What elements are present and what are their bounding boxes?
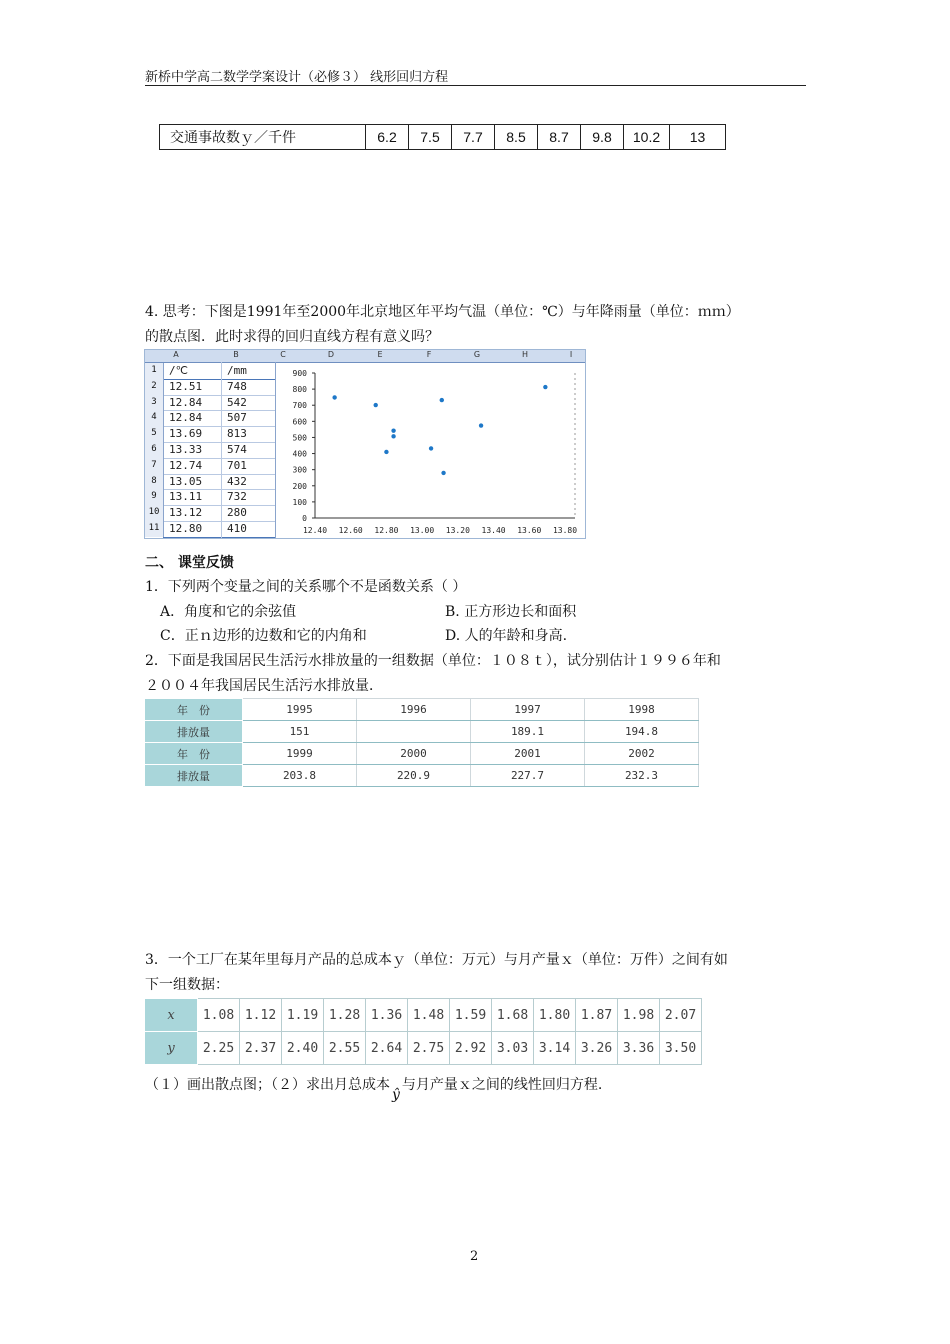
- x-tick-label: 13.60: [517, 526, 542, 535]
- rainfall-cell: /mm: [227, 364, 247, 377]
- table-cell: 1995: [243, 699, 357, 721]
- y-value-cell: 2.64: [366, 1032, 408, 1065]
- table-row: [145, 721, 699, 743]
- rainfall-cell: 280: [227, 506, 247, 520]
- x-value-cell: 1.08: [198, 999, 240, 1032]
- y-tick-label: 500: [292, 433, 307, 443]
- scatter-plot: [275, 363, 583, 535]
- y-tick-label: 700: [292, 401, 307, 411]
- y-value-cell: 2.92: [450, 1032, 492, 1065]
- x-value-cell: 1.19: [282, 999, 324, 1032]
- rainfall-cell: 732: [227, 490, 247, 504]
- data-point: [543, 385, 547, 389]
- x-tick-label: 13.20: [445, 526, 470, 535]
- spreadsheet-figure: [144, 349, 586, 539]
- accident-cell: 8.7: [538, 125, 581, 150]
- data-point: [440, 398, 444, 402]
- y-tick-label: 800: [292, 385, 307, 395]
- table-cell: 203.8: [243, 765, 357, 787]
- q4-line1: 4. 思考：下图是1991年至2000年北京地区年平均气温（单位：℃）与年降雨量（单位：ｍｍ）: [145, 304, 740, 320]
- pollution-table: [144, 698, 699, 787]
- row-header: 排放量: [145, 721, 243, 743]
- q1-option-b: B. 正方形边长和面积: [445, 604, 577, 620]
- data-point: [374, 403, 378, 407]
- y-value-cell: 2.37: [240, 1032, 282, 1065]
- x-tick-label: 13.40: [481, 526, 506, 535]
- x-value-cell: 1.68: [492, 999, 534, 1032]
- temperature-cell: 13.12: [169, 506, 203, 520]
- col-header: C: [280, 350, 286, 359]
- col-header: I: [569, 350, 573, 359]
- accident-cell: 7.7: [452, 125, 495, 150]
- row-divider: [145, 489, 275, 490]
- q1-stem: 1．下列两个变量之间的关系哪个不是函数关系（ ）: [145, 579, 467, 595]
- rainfall-cell: 542: [227, 395, 247, 409]
- accident-table: [159, 124, 726, 150]
- accident-cell: 6.2: [366, 125, 409, 150]
- rainfall-cell: 813: [227, 427, 247, 441]
- x-tick-label: 13.80: [552, 526, 578, 535]
- row-number: 1: [145, 363, 164, 379]
- row-header: y: [145, 1032, 198, 1065]
- q3-task: [145, 1073, 807, 1103]
- accident-label: 交通事故数ｙ／千件: [160, 125, 366, 150]
- table-cell: 2002: [585, 743, 699, 765]
- temperature-cell: 13.11: [169, 490, 203, 504]
- row-number: 11: [145, 521, 164, 537]
- table-row: [145, 743, 699, 765]
- y-value-cell: 2.25: [198, 1032, 240, 1065]
- row-header: 年 份: [145, 699, 243, 721]
- rainfall-cell: 701: [227, 458, 247, 472]
- row-number: 4: [145, 410, 164, 426]
- x-value-cell: 1.87: [576, 999, 618, 1032]
- q3-line2: 下一组数据：: [145, 977, 229, 993]
- table-cell: 194.8: [585, 721, 699, 743]
- temperature-cell: /℃: [169, 364, 188, 377]
- row-divider: [145, 505, 275, 506]
- temperature-cell: 13.05: [169, 474, 203, 488]
- y-value-cell: 3.03: [492, 1032, 534, 1065]
- accident-cell: 13: [670, 125, 726, 150]
- row-header: 年 份: [145, 743, 243, 765]
- y-value-cell: 3.14: [534, 1032, 576, 1065]
- accident-cell: 9.8: [581, 125, 624, 150]
- col-header: A: [173, 350, 179, 359]
- y-hat-symbol: ŷ: [392, 1087, 400, 1103]
- temperature-cell: 12.84: [169, 395, 203, 409]
- row-divider: [163, 537, 275, 538]
- x-value-cell: 1.80: [534, 999, 576, 1032]
- data-point: [479, 423, 483, 427]
- y-value-cell: 3.50: [660, 1032, 702, 1065]
- x-value-cell: 1.12: [240, 999, 282, 1032]
- temperature-cell: 13.69: [169, 427, 203, 441]
- row-number: 8: [145, 474, 164, 490]
- temperature-cell: 12.51: [169, 379, 203, 393]
- table-cell: 232.3: [585, 765, 699, 787]
- data-point: [332, 395, 336, 399]
- q3-task-part1: （１）画出散点图；（２）求出月总成本: [145, 1077, 390, 1093]
- page-number: 2: [470, 1249, 479, 1264]
- row-number: 6: [145, 442, 164, 458]
- table-cell: 2001: [471, 743, 585, 765]
- x-value-cell: 1.36: [366, 999, 408, 1032]
- y-tick-label: 0: [302, 514, 307, 523]
- x-tick-label: 12.40: [302, 526, 328, 535]
- data-point: [391, 434, 395, 438]
- table-cell: 151: [243, 721, 357, 743]
- row-number: 5: [145, 426, 164, 442]
- col-header: F: [426, 350, 432, 359]
- table-row: [145, 699, 699, 721]
- x-value-cell: 1.98: [618, 999, 660, 1032]
- table-cell: 1999: [243, 743, 357, 765]
- y-value-cell: 3.36: [618, 1032, 660, 1065]
- accident-cell: 10.2: [624, 125, 670, 150]
- q1-option-a: A．角度和它的余弦值: [160, 604, 297, 620]
- y-tick-label: 300: [292, 465, 307, 475]
- q3-task-part2: 与月产量ｘ之间的线性回归方程.: [401, 1077, 603, 1093]
- y-tick-label: 200: [292, 481, 307, 491]
- col-header: B: [233, 350, 239, 359]
- header-rule: [145, 85, 806, 86]
- col-header: D: [327, 350, 335, 359]
- row-divider: [145, 442, 275, 443]
- data-point: [429, 446, 433, 450]
- row-number: 10: [145, 505, 164, 521]
- table-cell: [357, 721, 471, 743]
- accident-cell: 8.5: [495, 125, 538, 150]
- temperature-cell: 12.84: [169, 411, 203, 425]
- q4-line2: 的散点图．此时求得的回归直线方程有意义吗？: [145, 329, 439, 345]
- row-divider: [145, 395, 275, 396]
- row-divider: [145, 521, 275, 522]
- row-divider: [145, 410, 275, 411]
- q1-option-d: D. 人的年龄和身高.: [445, 628, 568, 644]
- y-tick-label: 100: [292, 497, 307, 507]
- x-value-cell: 1.28: [324, 999, 366, 1032]
- x-tick-label: 12.60: [338, 526, 363, 535]
- x-value-cell: 1.59: [450, 999, 492, 1032]
- cost-output-table: [144, 998, 702, 1065]
- y-tick-label: 600: [292, 417, 307, 427]
- table-cell: 1996: [357, 699, 471, 721]
- col-header: G: [473, 350, 481, 359]
- table-cell: 220.9: [357, 765, 471, 787]
- table-cell: 227.7: [471, 765, 585, 787]
- rainfall-cell: 432: [227, 474, 247, 488]
- table-cell: 2000: [357, 743, 471, 765]
- data-point: [384, 450, 388, 454]
- x-tick-label: 12.80: [374, 526, 399, 535]
- rainfall-cell: 574: [227, 443, 247, 456]
- row-number: 2: [145, 379, 164, 395]
- table-cell: 189.1: [471, 721, 585, 743]
- row-divider: [145, 458, 275, 459]
- table-cell: 1997: [471, 699, 585, 721]
- temperature-cell: 12.80: [169, 522, 203, 535]
- data-point: [391, 428, 395, 432]
- row-number: 7: [145, 458, 164, 474]
- rainfall-cell: 410: [227, 522, 247, 535]
- table-row: [145, 765, 699, 787]
- temperature-cell: 12.74: [169, 458, 203, 472]
- q3-line1: 3．一个工厂在某年里每月产品的总成本ｙ（单位：万元）与月产量ｘ（单位：万件）之间有如: [145, 952, 728, 968]
- y-value-cell: 2.75: [408, 1032, 450, 1065]
- row-header: 排放量: [145, 765, 243, 787]
- row-header: x: [145, 999, 198, 1032]
- section-title: 二、 课堂反馈: [145, 555, 234, 571]
- column-header-bar: [145, 350, 585, 363]
- x-value-cell: 1.48: [408, 999, 450, 1032]
- table-row: [145, 999, 702, 1032]
- table-row: [145, 1032, 702, 1065]
- q2-line2: ２００４年我国居民生活污水排放量．: [145, 678, 383, 694]
- row-divider: [145, 474, 275, 475]
- x-value-cell: 2.07: [660, 999, 702, 1032]
- table-cell: 1998: [585, 699, 699, 721]
- q1-option-c: C．正ｎ边形的边数和它的内角和: [160, 628, 367, 644]
- y-value-cell: 3.26: [576, 1032, 618, 1065]
- data-point: [441, 471, 445, 475]
- y-tick-label: 400: [292, 449, 307, 459]
- row-divider: [145, 426, 275, 427]
- temperature-cell: 13.33: [169, 443, 203, 456]
- rainfall-cell: 748: [227, 379, 247, 393]
- row-number: 9: [145, 489, 164, 505]
- row-number: 3: [145, 395, 164, 411]
- column-divider: [221, 362, 222, 538]
- q2-line1: 2．下面是我国居民生活污水排放量的一组数据（单位：１０８ｔ），试分别估计１９９６年和: [145, 653, 721, 669]
- page-header: 新桥中学高二数学学案设计（必修３） 线形回归方程: [145, 70, 449, 85]
- y-tick-label: 900: [292, 369, 307, 378]
- y-value-cell: 2.40: [282, 1032, 324, 1065]
- accident-cell: 7.5: [409, 125, 452, 150]
- x-tick-label: 13.00: [410, 526, 435, 535]
- col-header: E: [377, 350, 383, 359]
- rainfall-cell: 507: [227, 411, 247, 425]
- col-header: H: [521, 350, 528, 359]
- y-value-cell: 2.55: [324, 1032, 366, 1065]
